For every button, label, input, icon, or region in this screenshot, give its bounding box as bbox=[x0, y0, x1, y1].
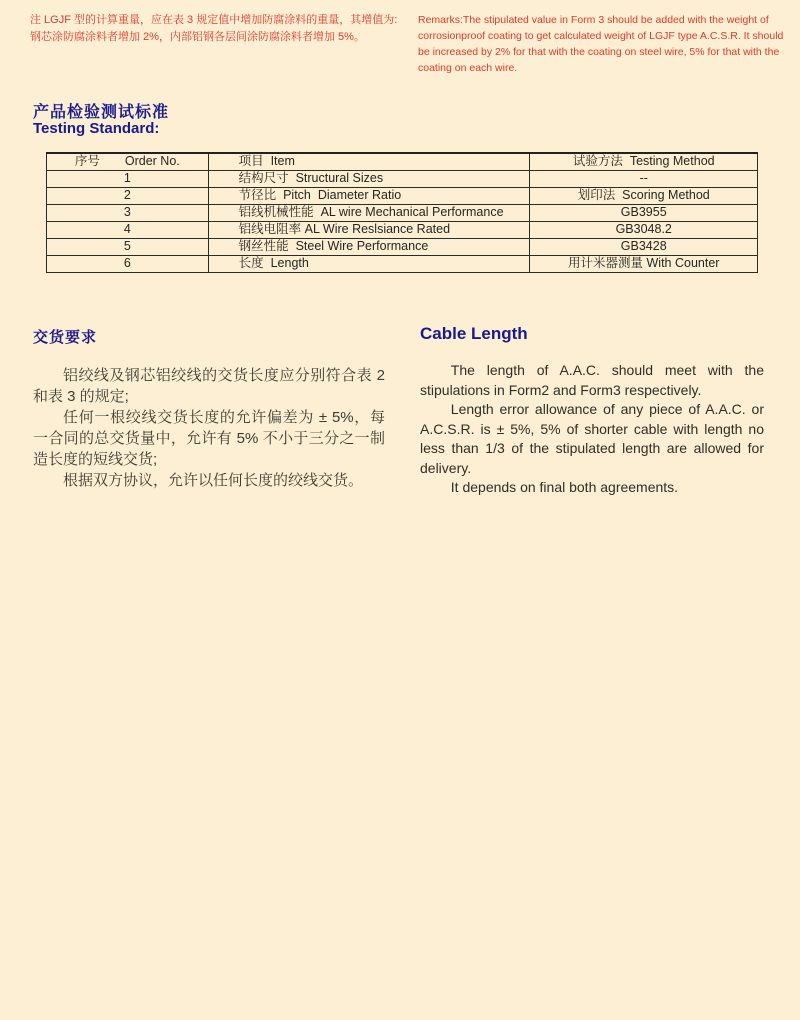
table-row bbox=[47, 170, 758, 187]
table-header-row bbox=[47, 153, 758, 170]
table-row bbox=[47, 255, 758, 272]
delivery-paragraph: 任何一根绞线交货长度的允许偏差为 ± 5%，每一合同的总交货量中，允许有 5% 不小于三分之一制造长度的短线交货; bbox=[33, 409, 385, 468]
cable-length-title: Cable Length bbox=[420, 324, 528, 343]
cell-order-no: 5 bbox=[47, 238, 209, 255]
cable-length-section bbox=[420, 324, 764, 498]
cell-order-no: 4 bbox=[47, 221, 209, 238]
table-row bbox=[47, 204, 758, 221]
cell-testing-method: GB3048.2 bbox=[530, 221, 758, 238]
cable-length-paragraph: Length error allowance of any piece of A.A.C. or A.C.S.R. is ± 5%, 5% of shorter cable with length no less than 1/3 of the stipulated length are allowed for delivery. bbox=[420, 401, 764, 476]
remark-note-english bbox=[418, 12, 784, 76]
remark-note-chinese-line: 注 LGJF 型的计算重量，应在表 3 规定值中增加防腐涂料的重量，其增值为: bbox=[30, 14, 398, 26]
testing-standard-title-english: Testing Standard: bbox=[33, 120, 160, 137]
testing-standard-table bbox=[46, 152, 758, 273]
cable-length-paragraph: It depends on final both agreements. bbox=[450, 479, 679, 495]
cell-item: 铝线机械性能 AL wire Mechanical Performance bbox=[208, 204, 530, 221]
cell-order-no: 1 bbox=[47, 170, 209, 187]
table-row bbox=[47, 238, 758, 255]
cell-order-no: 3 bbox=[47, 204, 209, 221]
cell-item: 节径比 Pitch Diameter Ratio bbox=[208, 187, 530, 204]
cable-length-paragraph: The length of A.A.C. should meet with the stipulations in Form2 and Form3 respectively. bbox=[420, 362, 764, 398]
cell-testing-method: GB3955 bbox=[530, 204, 758, 221]
cell-order-no: 6 bbox=[47, 255, 209, 272]
column-header-testing-method: 试验方法 Testing Method bbox=[530, 153, 758, 170]
cell-testing-method: 划印法 Scoring Method bbox=[530, 187, 758, 204]
remark-note-english-line: corrosionproof coating to get calculated weight of LGJF type A.C.S.R. It should bbox=[418, 30, 784, 42]
table-row bbox=[47, 221, 758, 238]
remark-note-english-line: be increased by 2% for that with the coating on steel wire, 5% for that with the bbox=[418, 46, 780, 58]
cell-testing-method: GB3428 bbox=[530, 238, 758, 255]
delivery-requirements-section bbox=[33, 326, 385, 491]
cell-testing-method: -- bbox=[530, 170, 758, 187]
cell-order-no: 2 bbox=[47, 187, 209, 204]
delivery-requirements-title: 交货要求 bbox=[33, 329, 98, 346]
cell-item: 结构尺寸 Structural Sizes bbox=[208, 170, 530, 187]
remark-note-chinese bbox=[30, 12, 398, 46]
cell-testing-method: 用计米器测量 With Counter bbox=[530, 255, 758, 272]
remark-note-chinese-line: 钢芯涂防腐涂料者增加 2%，内部铝钢各层间涂防腐涂料者增加 5%。 bbox=[30, 31, 365, 43]
remark-note-english-line: coating on each wire. bbox=[418, 62, 518, 74]
delivery-paragraph: 根据双方协议，允许以任何长度的绞线交货。 bbox=[63, 472, 364, 489]
cell-item: 长度 Length bbox=[208, 255, 530, 272]
cell-item: 钢丝性能 Steel Wire Performance bbox=[208, 238, 530, 255]
column-header-item: 项目 Item bbox=[208, 153, 530, 170]
table-row bbox=[47, 187, 758, 204]
testing-standard-title-chinese: 产品检验测试标准 bbox=[33, 104, 170, 121]
delivery-paragraph: 铝绞线及钢芯铝绞线的交货长度应分别符合表 2 和表 3 的规定; bbox=[33, 367, 385, 405]
cell-item: 铝线电阻率 AL Wire Reslsiance Rated bbox=[208, 221, 530, 238]
column-header-order-no: 序号 Order No. bbox=[47, 153, 209, 170]
remark-note-english-line: Remarks:The stipulated value in Form 3 should be added with the weight of bbox=[418, 14, 769, 26]
